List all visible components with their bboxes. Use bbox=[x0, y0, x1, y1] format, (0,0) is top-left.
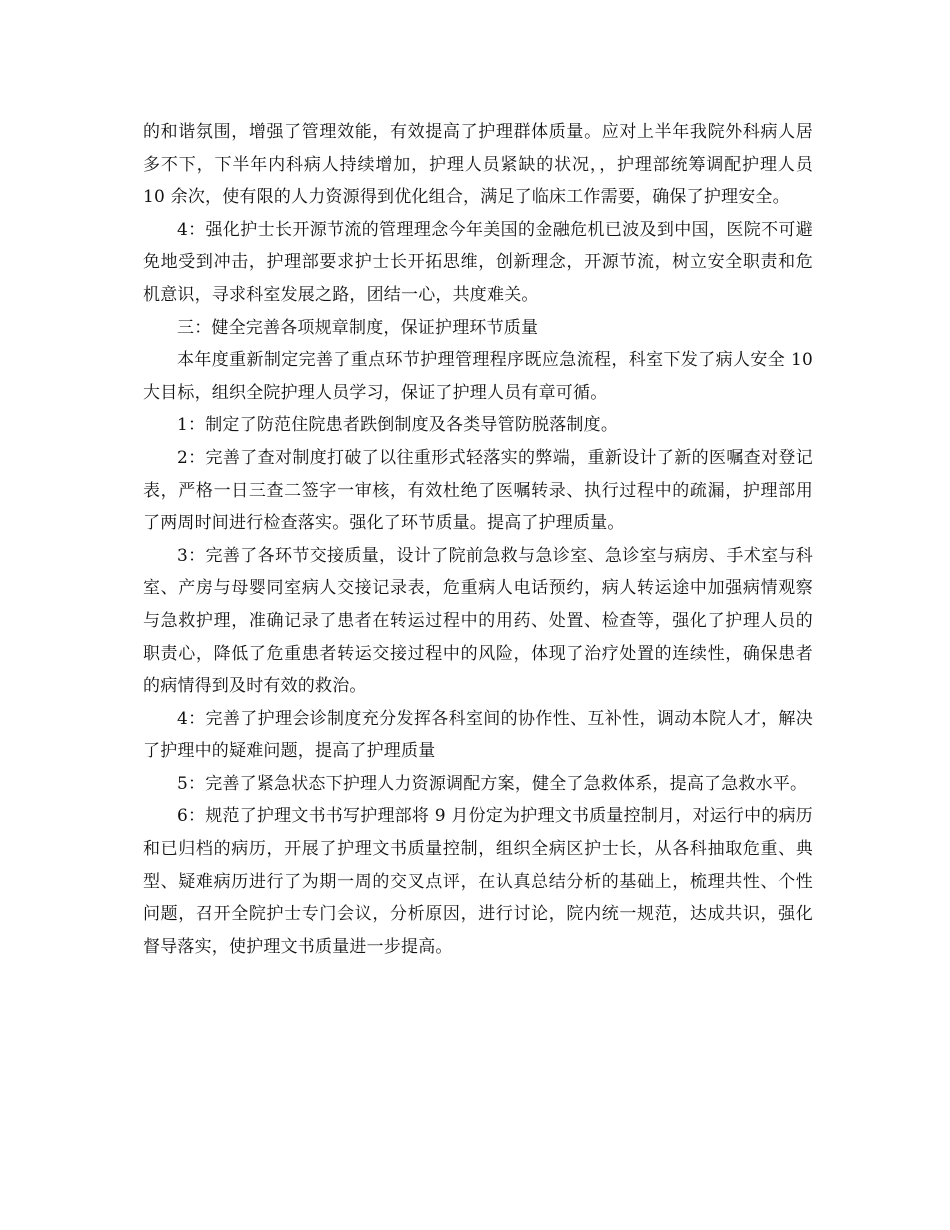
paragraph-item-2: 2：完善了查对制度打破了以往重形式轻落实的弊端，重新设计了新的医嘱查对登记表，严格一日三查二签字一审核，有效杜绝了医嘱转录、执行过程中的疏漏，护理部用了两周时间进行检查落实。强化了环节质量。提高了护理质量。 bbox=[143, 447, 813, 534]
paragraph-item-5: 5：完善了紧急状态下护理人力资源调配方案，健全了急救体系，提高了急救水平。 bbox=[177, 773, 808, 794]
paragraph-item-4: 4：完善了护理会诊制度充分发挥各科室间的协作性、互补性，调动本院人才，解决了护理中的疑难问题，提高了护理质量 bbox=[143, 708, 813, 762]
document-body bbox=[143, 116, 813, 963]
paragraph-item-6: 6：规范了护理文书书写护理部将 9 月份定为护理文书质量控制月，对运行中的病历和已归档的病历，开展了护理文书质量控制，组织全病区护士长，从各科抽取危重、典型、疑难病历进行了为期一周的交叉点评，在认真总结分析的基础上，梳理共性、个性问题，召开全院护士专门会议，分析原因，进行讨论，院内统一规范，达成共识，强化督导落实，使护理文书质量进一步提高。 bbox=[143, 806, 813, 957]
paragraph-item-1: 1：制定了防范住院患者跌倒制度及各类导管防脱落制度。 bbox=[177, 415, 619, 436]
paragraph-item-3: 3：完善了各环节交接质量，设计了院前急救与急诊室、急诊室与病房、手术室与科室、产房与母婴同室病人交接记录表，危重病人电话预约，病人转运途中加强病情观察与急救护理，准确记录了患者在转运过程中的用药、处置、检查等，强化了护理人员的职责心，降低了危重患者转运交接过程中的风险，体现了治疗处置的连续性，确保患者的病情得到及时有效的救治。 bbox=[143, 545, 813, 697]
paragraph-continuation: 的和谐氛围，增强了管理效能，有效提高了护理群体质量。应对上半年我院外科病人居多不下，下半年内科病人持续增加，护理人员紧缺的状况，，护理部统筹调配护理人员 10 余次，使有限的人力资源得到优化组合，满足了临床工作需要，确保了护理安全。 bbox=[143, 122, 813, 208]
paragraph-item-4-cost-control: 4：强化护士长开源节流的管理理念今年美国的金融危机已波及到中国，医院不可避免地受到冲击，护理部要求护士长开拓思维，创新理念，开源节流，树立安全职责和危机意识，寻求科室发展之路，团结一心，共度难关。 bbox=[143, 219, 813, 305]
section-heading-3: 三：健全完善各项规章制度，保证护理环节质量 bbox=[177, 317, 539, 338]
paragraph-section-intro: 本年度重新制定完善了重点环节护理管理程序既应急流程，科室下发了病人安全 10 大目标，组织全院护理人员学习，保证了护理人员有章可循。 bbox=[143, 350, 813, 403]
